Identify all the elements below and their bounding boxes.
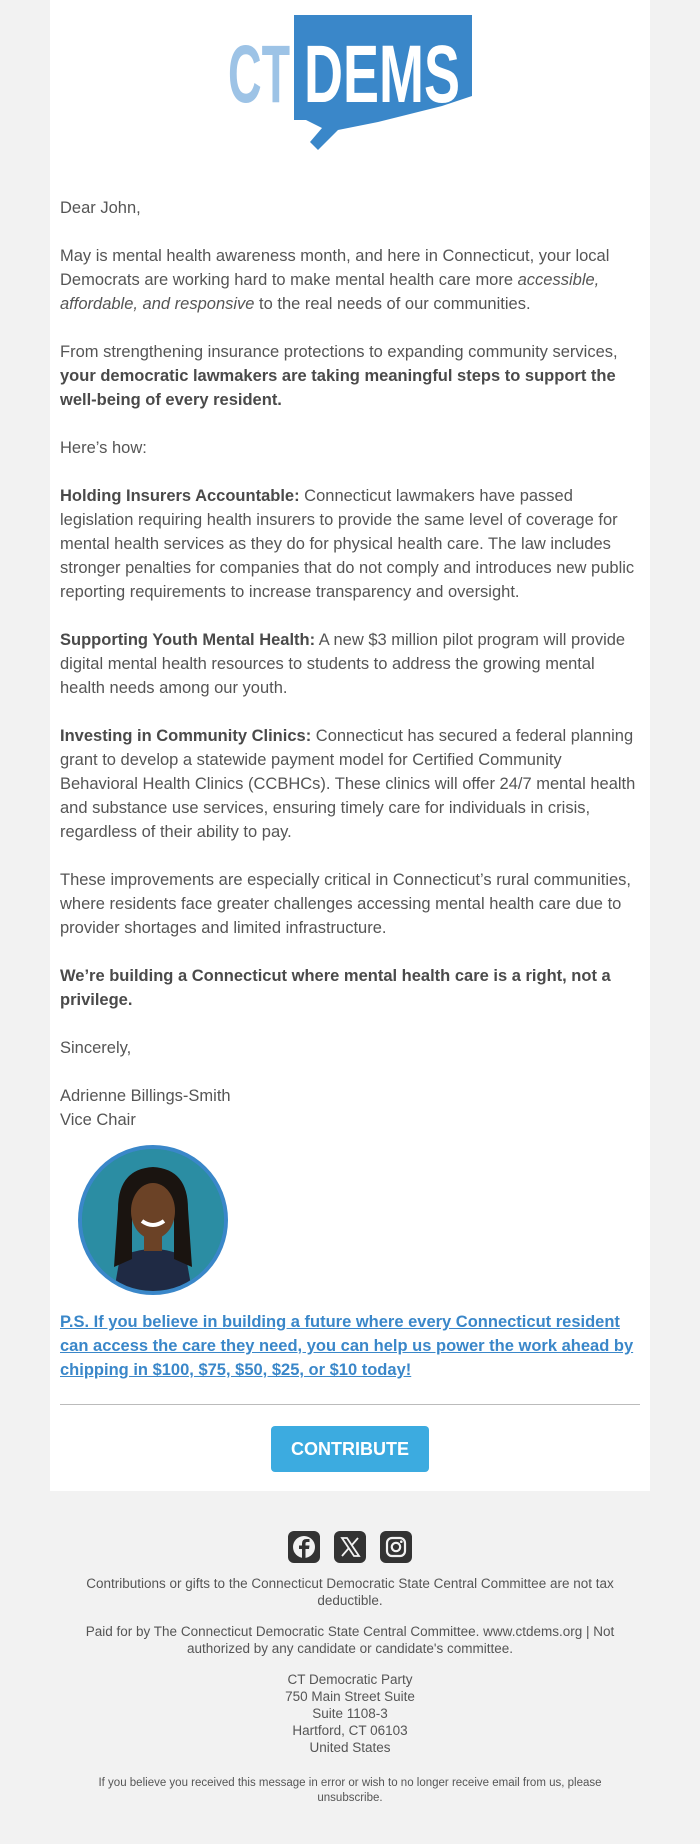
item-insurers-text: Connecticut lawmakers have passed legislation requiring health insurers to provide the same level of coverage for mental health services as they do for physical health care. The law includes stronger penalties for companies that do not comply and introduces new public reporting requirements to increase transparency and oversight. xyxy=(60,487,635,601)
greeting: Dear John, xyxy=(60,199,141,217)
email-card xyxy=(50,0,650,1491)
item-youth xyxy=(60,628,640,700)
item-clinics xyxy=(60,724,640,844)
intro-emphasis: accessible, affordable, and responsive xyxy=(60,271,600,313)
signer-avatar xyxy=(78,1145,228,1295)
logo-dems-text: DEMS xyxy=(304,29,460,120)
item-insurers xyxy=(60,484,640,604)
closing: Sincerely, xyxy=(60,1039,132,1057)
social-links xyxy=(0,1531,700,1565)
x-icon[interactable] xyxy=(334,1531,366,1563)
signature xyxy=(60,1084,640,1132)
intro-text: May is mental health awareness month, and here in Connecticut, your local Democrats are working hard to make mental health care more xyxy=(60,247,610,289)
address-line: 750 Main Street Suite xyxy=(285,1689,415,1704)
footer xyxy=(70,1575,630,1820)
divider xyxy=(60,1404,640,1405)
paragraph-lawmakers xyxy=(60,340,640,412)
item-insurers-title: Holding Insurers Accountable: xyxy=(60,487,300,505)
right-bold: We’re building a Connecticut where mental health care is a right, not a privilege. xyxy=(60,967,611,1009)
paragraph-heres-how: Here’s how: xyxy=(60,439,147,457)
intro-text-end: to the real needs of our communities. xyxy=(254,295,531,313)
paragraph-intro xyxy=(60,244,640,316)
paragraph-right xyxy=(60,964,640,1012)
item-clinics-text: Connecticut has secured a federal planning grant to develop a statewide payment model for Certified Community Behavioral Health Clinics (CCBHCs). These clinics will offer 24/7 mental health and substance use services, ensuring timely care for individuals in crisis, regardless of their ability to pay. xyxy=(60,727,636,841)
facebook-icon[interactable] xyxy=(288,1531,320,1563)
address-line: Suite 1108-3 xyxy=(312,1706,388,1721)
paragraph-rural: These improvements are especially critical in Connecticut’s rural communities, where residents face greater challenges accessing mental health care due to provider shortages and limited infrastructure. xyxy=(60,871,631,937)
tax-disclaimer: Contributions or gifts to the Connecticut Democratic State Central Committee are not tax deductible. xyxy=(86,1576,614,1608)
lawmakers-text: From strengthening insurance protections to expanding community services, xyxy=(60,343,618,361)
item-youth-title: Supporting Youth Mental Health: xyxy=(60,631,316,649)
lawmakers-bold: your democratic lawmakers are taking meaningful steps to support the well-being of every resident. xyxy=(60,367,616,409)
logo-ct-text: CT xyxy=(228,29,290,120)
signer-title: Vice Chair xyxy=(60,1111,136,1129)
address-line: Hartford, CT 06103 xyxy=(292,1723,408,1738)
mailing-address xyxy=(70,1671,630,1756)
item-youth-text: A new $3 million pilot program will provide digital mental health resources to students to address the growing mental health needs among our youth. xyxy=(60,631,626,697)
signer-name: Adrienne Billings-Smith xyxy=(60,1087,231,1105)
ct-dems-logo xyxy=(50,10,650,160)
instagram-icon[interactable] xyxy=(380,1531,412,1563)
letter-body xyxy=(60,196,640,1132)
paid-for-notice: Paid for by The Connecticut Democratic State Central Committee. www.ctdems.org | Not authorized by any candidate or candidate's committee. xyxy=(85,1624,615,1656)
address-line: CT Democratic Party xyxy=(287,1672,413,1687)
contribute-button[interactable]: CONTRIBUTE xyxy=(271,1426,429,1472)
unsubscribe-notice[interactable]: If you believe you received this message in error or wish to no longer receive email from us, please unsubscribe. xyxy=(98,1777,602,1804)
ps-donate-link[interactable]: P.S. If you believe in building a future where every Connecticut resident can access the care they need, you can help us power the work ahead by chipping in $100, $75, $50, $25, or $10 today! xyxy=(60,1313,634,1379)
item-clinics-title: Investing in Community Clinics: xyxy=(60,727,312,745)
address-line: United States xyxy=(309,1740,391,1755)
